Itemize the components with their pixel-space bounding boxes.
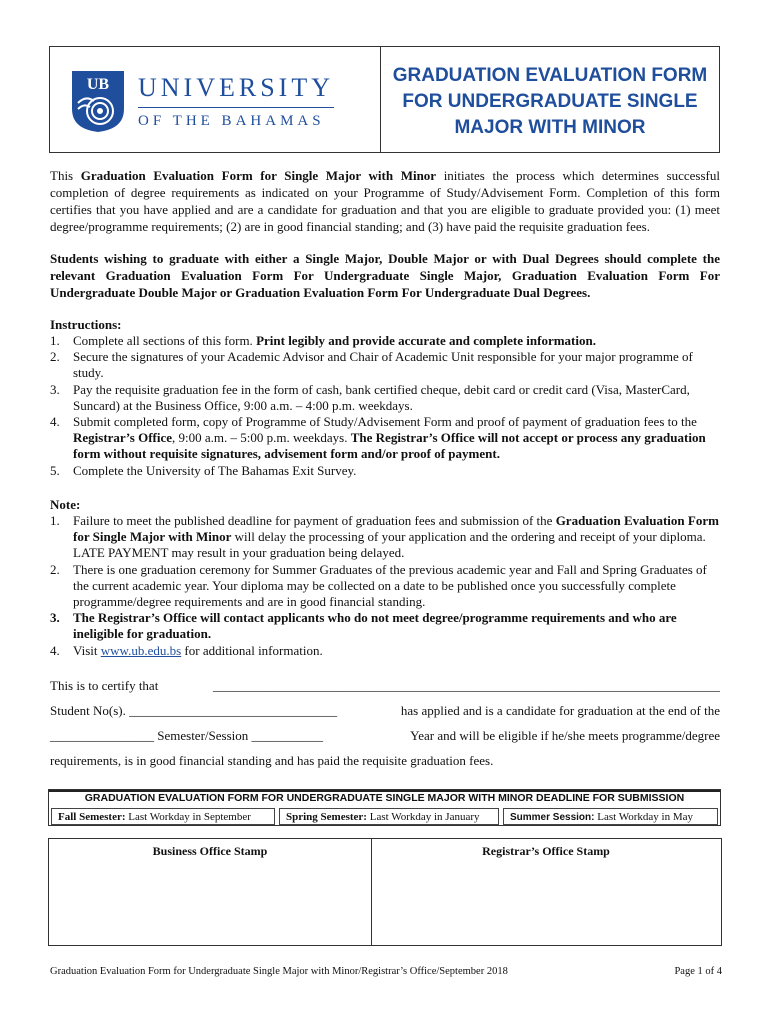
item-text: , 9:00 a.m. – 5:00 p.m. weekdays. xyxy=(172,430,351,446)
logo-monogram: UB xyxy=(86,76,110,93)
notice-paragraph: Students wishing to graduate with either a Single Major, Double Major or with Dual Degrees should complete the relevant Graduation Evaluation Form For Undergraduate Single Major, Graduation Evaluation Form For Undergraduate Double Major or Graduation Evaluation Form For Undergraduate Dual Degrees. xyxy=(50,251,720,300)
certify-text: has applied and is a candidate for graduation at the end of the xyxy=(400,703,720,718)
spring-label: Spring Semester: xyxy=(286,811,367,823)
item-number: 2. xyxy=(50,561,60,577)
fall-label: Fall Semester: xyxy=(58,811,126,823)
item-number: 1. xyxy=(50,513,60,528)
item-bold-text: The Registrar’s Office will not accept or process any graduation form without requisite signatures, advisement form and/or proof of payment. xyxy=(73,430,706,462)
registrar-office-stamp-label: Registrar’s Office Stamp xyxy=(482,844,610,858)
item-bold-text: Print legibly and provide accurate and complete information. xyxy=(256,333,596,348)
item-number: 5. xyxy=(50,462,60,478)
instruction-item xyxy=(50,463,720,479)
intro-form-name: Graduation Evaluation Form for Single Major with Minor xyxy=(80,168,437,183)
student-no-blank[interactable]: ________________________________ xyxy=(129,703,338,718)
business-office-stamp-label: Business Office Stamp xyxy=(152,844,268,858)
item-number: 4. xyxy=(50,642,60,658)
instruction-item xyxy=(50,333,720,349)
item-number: 2. xyxy=(50,349,60,365)
university-logo xyxy=(70,69,340,139)
form-title-line: FOR UNDERGRADUATE SINGLE xyxy=(402,91,698,112)
item-bold-text: The Registrar’s Office will contact applicants who do not meet degree/programme requirements and who are ineligible for graduation. xyxy=(73,610,677,642)
spring-value: Last Workday in January xyxy=(369,811,480,823)
note-item xyxy=(50,513,720,562)
item-text: There is one graduation ceremony for Summer Graduates of the previous academic year and Fall and Spring Graduates of the current academic year. Your diploma may be collected on a date to be published once you successfully complete programme/degree requirements and are in good financial standing. xyxy=(73,561,707,610)
item-text: Submit completed form, copy of Programme of Study/Advisement Form and proof of payment of graduation fees to the xyxy=(73,414,697,430)
instruction-item xyxy=(50,349,720,381)
note-item xyxy=(50,562,720,611)
item-text: Visit xyxy=(73,642,101,658)
certify-text: Year and will be eligible if he/she meets programme/degree xyxy=(410,728,720,743)
form-title-line: MAJOR WITH MINOR xyxy=(454,117,646,138)
semester-label: Semester/Session xyxy=(157,728,249,743)
item-text: Complete all sections of this form. xyxy=(73,333,257,348)
certify-label: This is to certify that xyxy=(50,678,159,693)
footer-form-info: Graduation Evaluation Form for Undergraduate Single Major with Minor/Registrar’s Office/September 2018 xyxy=(50,966,508,977)
instructions-list xyxy=(50,333,720,479)
header-box xyxy=(49,46,720,153)
logo-rule xyxy=(138,107,334,108)
university-website-link[interactable]: www.ub.edu.bs xyxy=(100,642,182,658)
item-bold-text: Graduation Evaluation Form for Single Major with Minor xyxy=(73,513,719,545)
form-title xyxy=(381,63,719,141)
instruction-item xyxy=(50,414,720,463)
student-no-label: Student No(s). xyxy=(50,703,126,718)
certify-line-2 xyxy=(50,703,720,719)
item-text: for additional information. xyxy=(181,642,323,658)
item-number: 3. xyxy=(50,381,60,397)
summer-deadline-cell xyxy=(503,808,718,825)
university-crest-icon xyxy=(70,69,126,133)
note-list xyxy=(50,513,720,659)
summer-value: Last Workday in May xyxy=(597,811,693,823)
form-title-line: GRADUATION EVALUATION FORM xyxy=(392,65,708,86)
summer-label: Summer Session: xyxy=(510,812,595,823)
item-number: 1. xyxy=(50,333,60,348)
certify-line-3 xyxy=(50,728,720,744)
certify-line-1 xyxy=(50,678,720,694)
item-text: Failure to meet the published deadline for payment of graduation fees and submission of the xyxy=(73,513,556,528)
item-text: Pay the requisite graduation fee in the form of cash, bank certified cheque, debit card or credit card (Visa, MasterCard, Suncard) at the Business Office, 9:00 a.m. – 4:00 p.m. weekdays. xyxy=(73,381,690,413)
item-number: 3. xyxy=(50,610,60,626)
logo-text-bahamas: OF THE BAHAMAS xyxy=(138,113,325,129)
logo-text-university: UNIVERSITY xyxy=(138,73,334,102)
item-text: Complete the University of The Bahamas Exit Survey. xyxy=(73,462,357,478)
note-item xyxy=(50,610,720,642)
fall-deadline-cell xyxy=(51,808,275,825)
year-blank[interactable]: ___________ xyxy=(251,728,323,743)
intro-paragraph xyxy=(50,167,720,235)
note-heading: Note: xyxy=(50,497,81,512)
deadline-table xyxy=(48,789,721,826)
intro-text: initiates the process which determines successful completion of degree requirements as indicated on your Programme of Study/Advisement Form. Completion of this form certifies that you have applied and are a candidate for graduation and that you are eligible to graduate provided you: (1) meet degree/programme requirements; (2) are in good financial standing; and (3) have paid the requisite graduation fees. xyxy=(50,168,720,234)
page-number: Page 1 of 4 xyxy=(674,966,722,977)
instructions-heading: Instructions: xyxy=(50,317,122,332)
deadline-title: GRADUATION EVALUATION FORM FOR UNDERGRADUATE SINGLE MAJOR WITH MINOR DEADLINE FOR SUBMISSION xyxy=(49,792,720,804)
item-text: will delay the processing of your application and the ordering and receipt of your diploma. LATE PAYMENT may result in your graduation being delayed. xyxy=(73,529,706,561)
certify-line-4: requirements, is in good financial standing and has paid the requisite graduation fees. xyxy=(50,753,494,768)
intro-text: This xyxy=(50,168,81,183)
instruction-item xyxy=(50,382,720,414)
spring-deadline-cell xyxy=(279,808,499,825)
item-number: 4. xyxy=(50,414,60,430)
semester-blank[interactable]: ________________ xyxy=(50,728,154,743)
stamps-box xyxy=(48,838,722,946)
note-item xyxy=(50,643,720,659)
item-text: Secure the signatures of your Academic Advisor and Chair of Academic Unit responsible for your major programme of study. xyxy=(73,349,693,381)
fall-value: Last Workday in September xyxy=(128,811,251,823)
student-name-blank[interactable]: ______________________________________________________________________________ xyxy=(213,678,720,693)
item-bold-text: Registrar’s Office xyxy=(73,430,173,446)
